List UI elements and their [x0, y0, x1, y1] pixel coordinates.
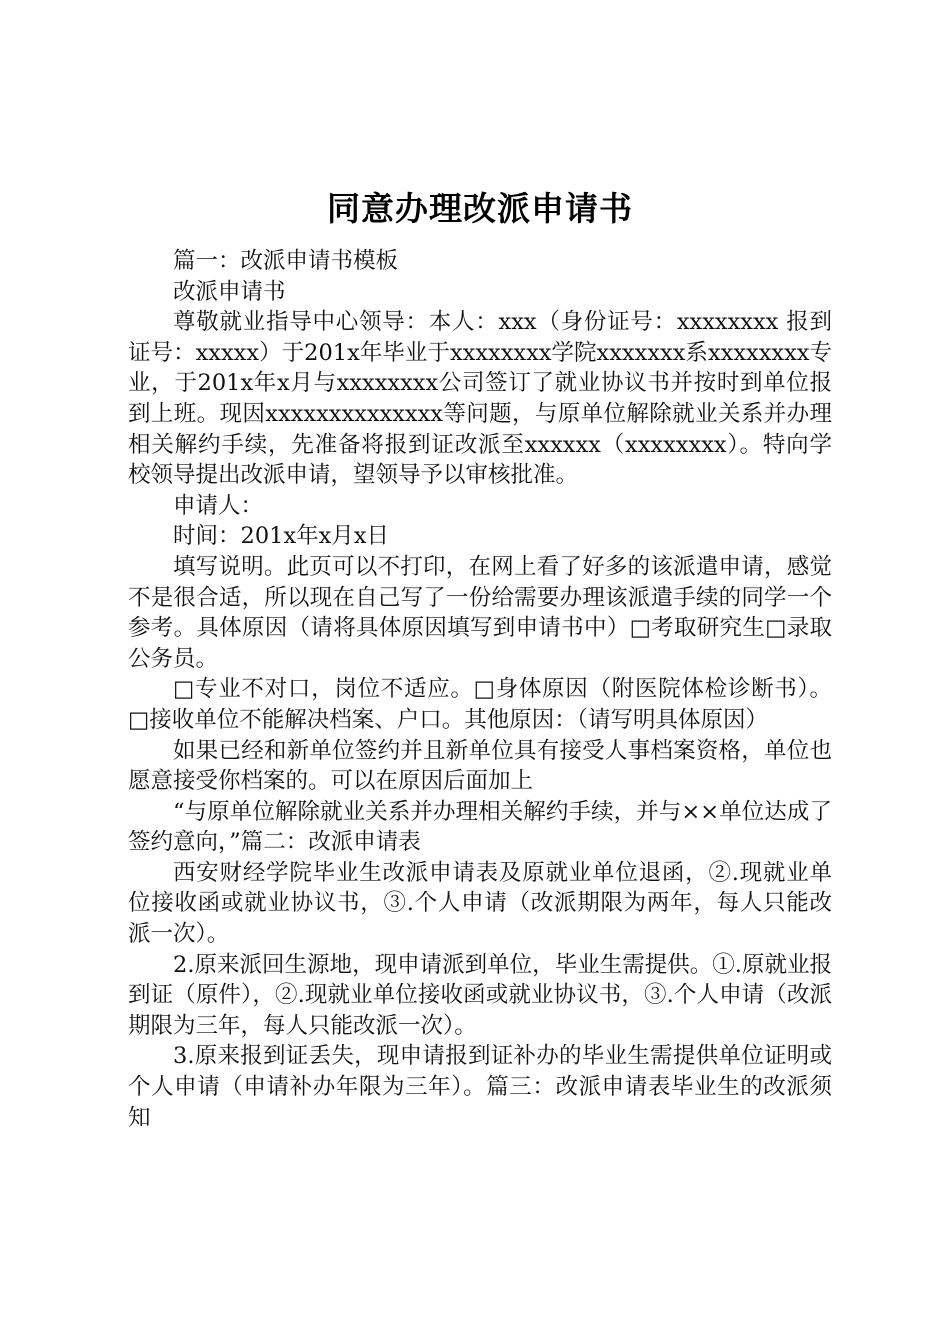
paragraph-instructions: 填写说明。此页可以不打印，在网上看了好多的该派遣申请，感觉不是很合适，所以现在自己写了一份给需要办理该派遣手续的同学一个参考。具体原因（请将具体原因填写到申请书中）□考取研究生□录取公务员。 — [128, 553, 832, 672]
document-page — [128, 186, 832, 1133]
paragraph-applicant: 申请人： — [173, 492, 264, 519]
paragraph-section-heading-1: 篇一：改派申请书模板 — [173, 248, 399, 274]
paragraph-requirements-1: 西安财经学院毕业生改派申请表及原就业单位退函，②.现就业单位接收函或就业协议书，③.个人申请（改派期限为两年，每人只能改派一次）。 — [128, 859, 832, 948]
paragraph-subtitle: 改派申请书 — [173, 278, 286, 305]
paragraph-date: 时间：201x年x月x日 — [173, 523, 390, 550]
paragraph-new-employer-note: 如果已经和新单位签约并且新单位具有接受人事档案资格，单位也愿意接受你档案的。可以在原因后面加上 — [128, 737, 832, 795]
document-title: 同意办理改派申请书 — [327, 189, 633, 228]
paragraph-requirements-2: 2.原来派回生源地，现申请派到单位，毕业生需提供。①.原就业报到证（原件），②.现就业单位接收函或就业协议书，③.个人申请（改派期限为三年，每人只能改派一次）。 — [128, 951, 832, 1039]
paragraph-requirements-3: 3.原来报到证丢失，现申请报到证补办的毕业生需提供单位证明或个人申请（申请补办年限为三年）。篇三：改派申请表毕业生的改派须知 — [128, 1043, 832, 1131]
paragraph-quote: “与原单位解除就业关系并办理相关解约手续，并与××单位达成了签约意向，”篇二：改派申请表 — [128, 798, 832, 856]
paragraph-reasons: □专业不对口，岗位不适应。□身体原因（附医院体检诊断书）。□接收单位不能解决档案、户口。其他原因：（请写明具体原因） — [128, 676, 832, 733]
paragraph-letter-body: 尊敬就业指导中心领导：本人：xxx（身份证号：xxxxxxxx 报到证号：xxxxx）于201x年毕业于xxxxxxxx学院xxxxxxx系xxxxxxxx专业，于201x年x月与xxxxxxxx公司签订了就业协议书并按时到单位报到上班。现因xxxxxxxxxxxxxx等问题，与原单位解除就业关系并办理相关解约手续，先准备将报到证改派至xxxxxx（xxxxxxxx）。特向学校领导提出改派申请，望领导予以审核批准。 — [128, 309, 832, 489]
